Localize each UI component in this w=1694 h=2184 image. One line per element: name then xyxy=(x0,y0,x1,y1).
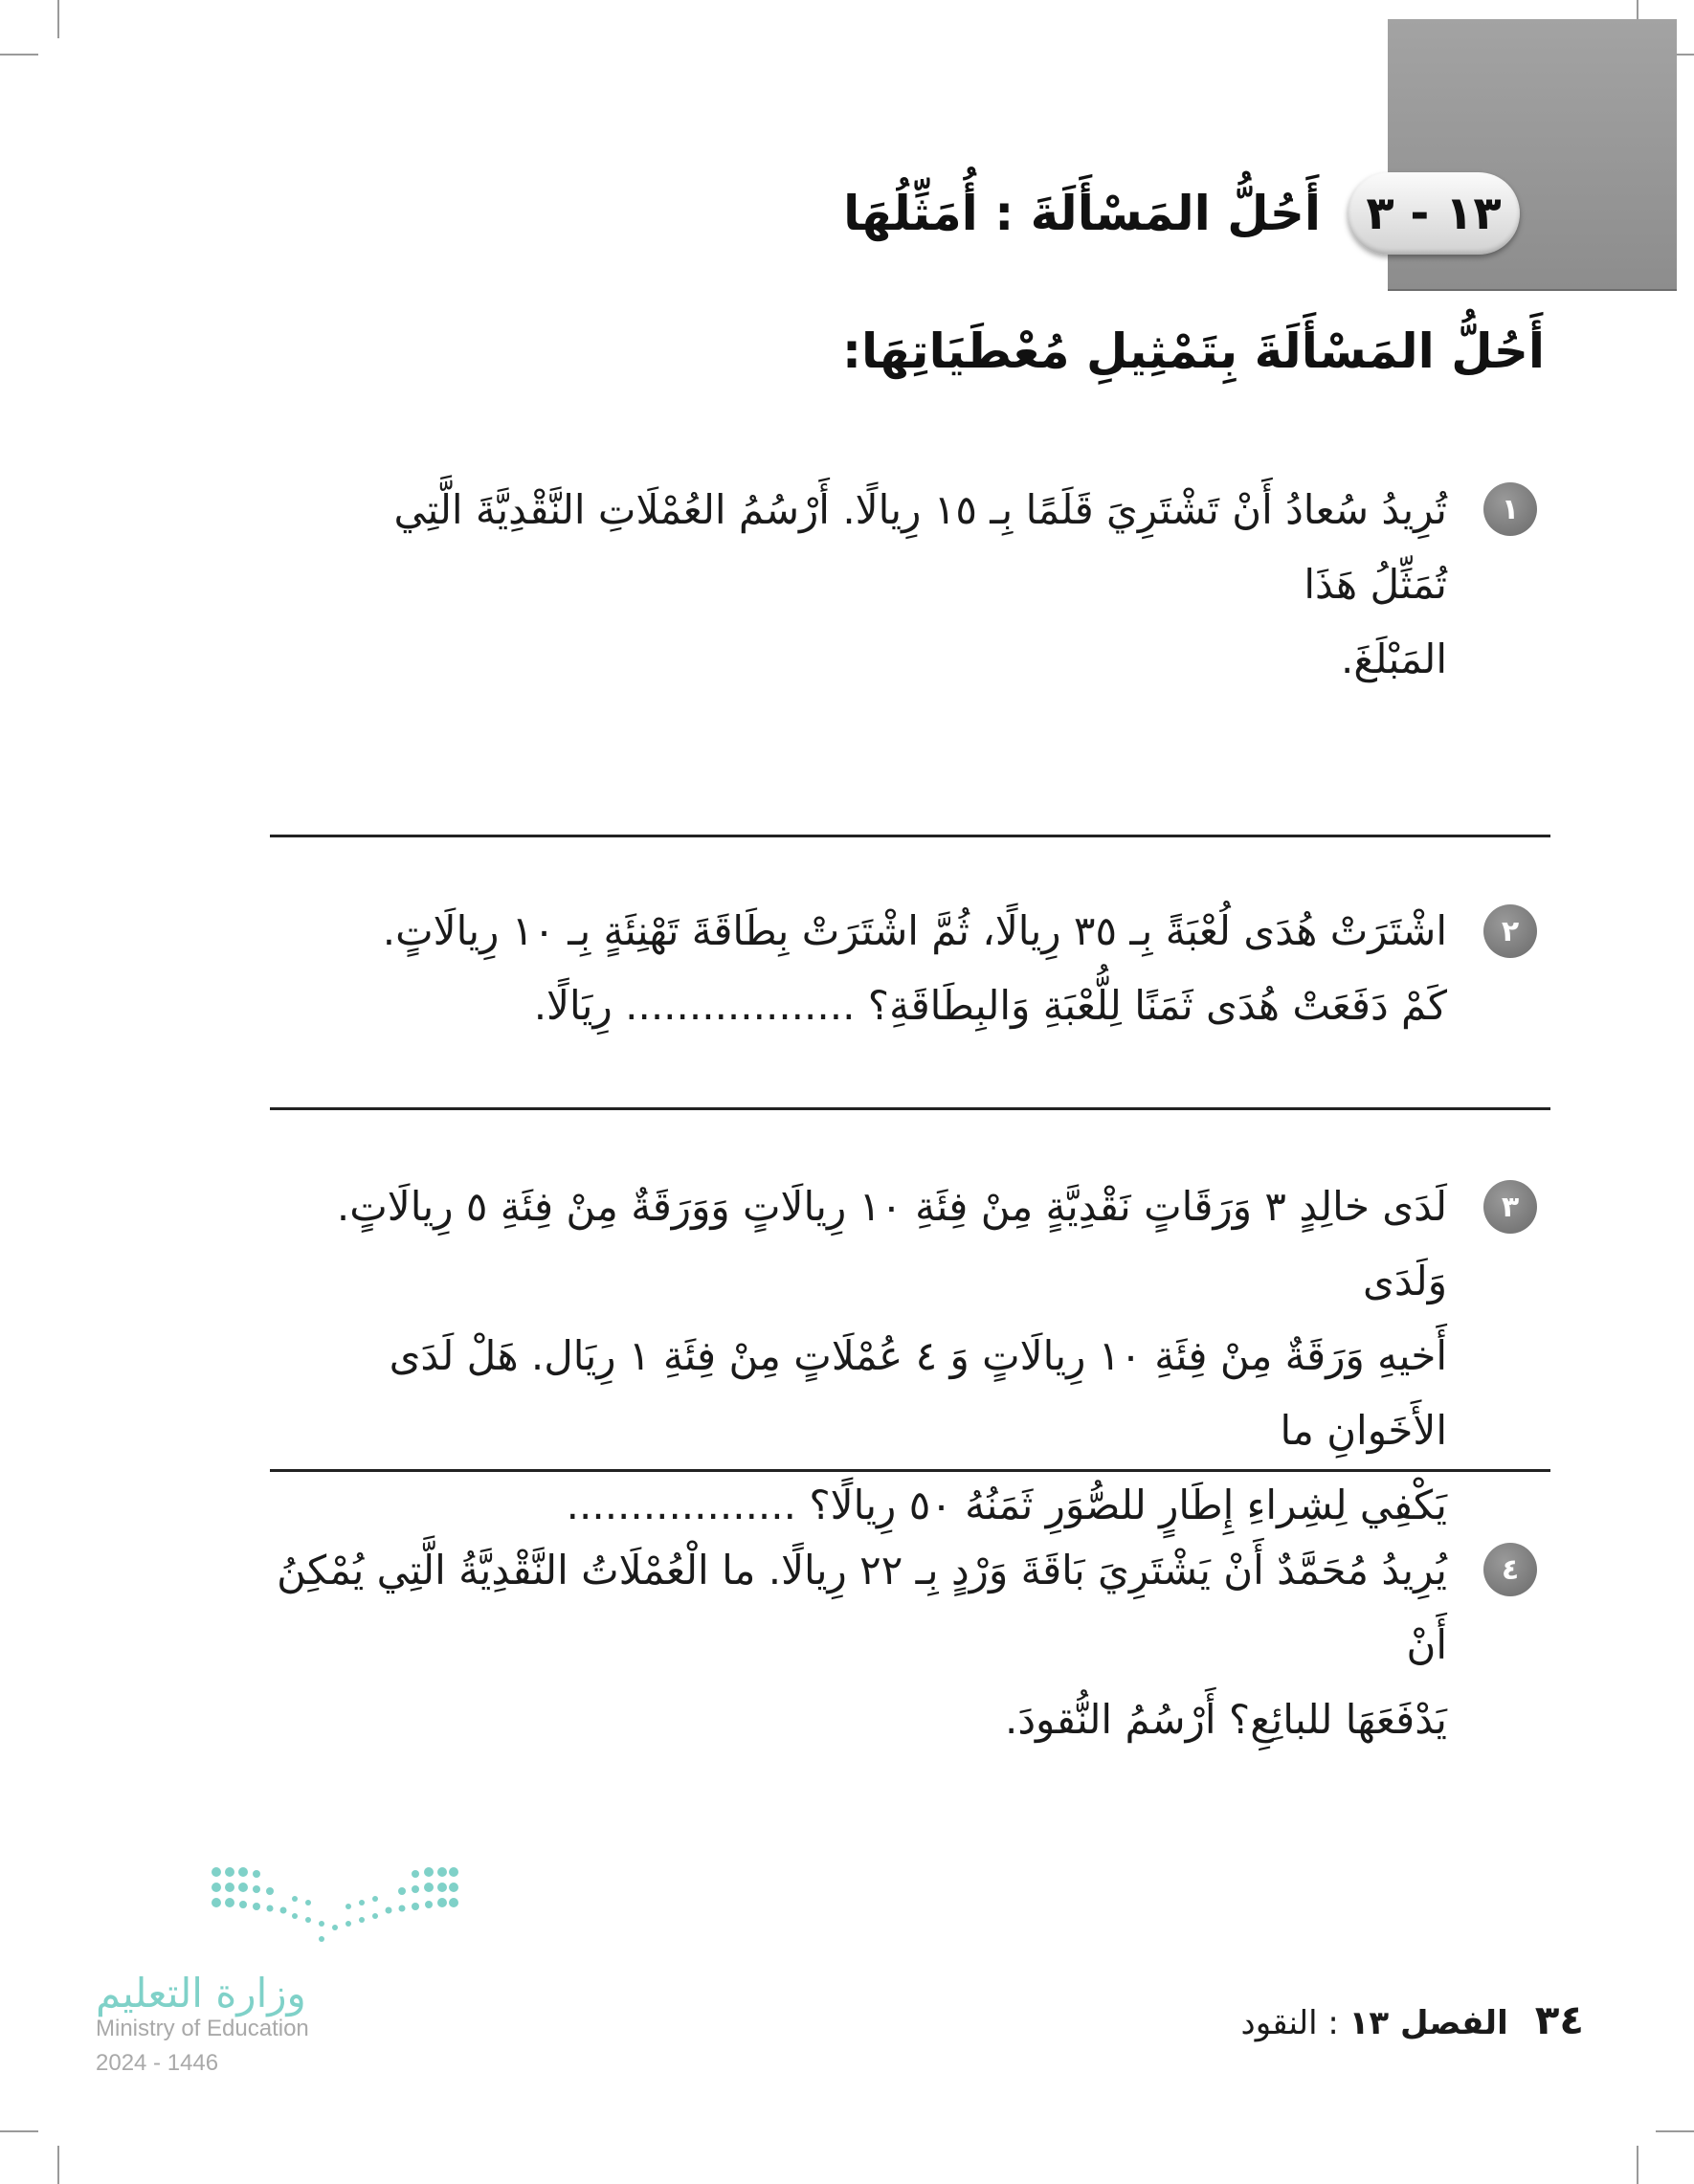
crop-mark xyxy=(57,2146,59,2184)
question-number-badge: ٤ xyxy=(1483,1543,1537,1596)
separator-line xyxy=(270,1107,1550,1110)
question-number-badge: ١ xyxy=(1483,482,1537,536)
question-line: لَدَى خالِدٍ ٣ وَرَقَاتٍ نَقْدِيَّةٍ مِنْ فِئَةِ ١٠ رِيالَاتٍ وَوَرَقَةٌ مِنْ فِئَةِ ٥ رِيالَاتٍ. وَلَدَى xyxy=(336,1183,1447,1304)
chapter-separator: : xyxy=(1327,2004,1339,2042)
chapter-number: الفصل ١٣ xyxy=(1349,2004,1508,2042)
ministry-logo-dots-icon xyxy=(209,1864,459,1945)
question-line: أَخيهِ وَرَقَةٌ مِنْ فِئَةِ ١٠ رِيالَاتٍ وَ ٤ عُمْلَاتٍ مِنْ فِئَةِ ١ رِيَال. هَلْ لَدَى الأَخَوانِ ما xyxy=(389,1332,1447,1454)
page-footer xyxy=(1241,1996,1584,2043)
question-line: يَدْفَعَهَا للبائِعِ؟ أَرْسُمُ النُّقودَ. xyxy=(1004,1696,1447,1743)
crop-mark xyxy=(1656,2130,1694,2132)
question-text xyxy=(260,1533,1447,1757)
section-heading: أَحُلُّ المَسْأَلَةَ بِتَمْثِيلِ مُعْطَيَاتِهَا: xyxy=(842,323,1545,379)
question-line: المَبْلَغَ. xyxy=(1340,635,1447,682)
crop-mark xyxy=(0,2130,38,2132)
question-line: كَمْ دَفَعَتْ هُدَى ثَمَنًا لِلُّعْبَةِ وَالبِطَاقَةِ؟ .................. رِيَالًا. xyxy=(533,982,1447,1029)
question-line: اشْتَرَتْ هُدَى لُعْبَةً بِـ ٣٥ رِيالًا، ثُمَّ اشْتَرَتْ بِطَاقَةَ تَهْنِئَةٍ بِـ ١٠ رِيالَاتٍ. xyxy=(382,907,1447,954)
lesson-number-badge: ١٣ - ٣ xyxy=(1348,172,1520,255)
ministry-name-english: Ministry of Education xyxy=(96,2016,309,2041)
chapter-name: النقود xyxy=(1240,2004,1318,2042)
question-line: يَكْفِي لِشِراءِ إِطَارٍ للصُّوَرِ ثَمَنُهُ ٥٠ رِيالًا؟ .................. xyxy=(566,1482,1447,1528)
ministry-year: 2024 - 1446 xyxy=(96,2050,219,2076)
lesson-title: أَحُلُّ المَسْأَلَةَ : أُمَثِّلُهَا xyxy=(843,186,1321,241)
crop-mark xyxy=(57,0,59,38)
question-line: تُرِيدُ سُعادُ أَنْ تَشْتَرِيَ قَلَمًا بِـ ١٥ رِيالًا. أَرْسُمُ العُمْلَاتِ النَّقْدِيَّةَ الَّتِي تُمَثِّلُ هَذَا xyxy=(393,486,1447,608)
question-line: يُرِيدُ مُحَمَّدٌ أَنْ يَشْتَرِيَ بَاقَةَ وَرْدٍ بِـ ٢٢ رِيالًا. ما الْعُمْلَاتُ النَّقْدِيَّةُ الَّتِي يُمْكِنُ أَنْ xyxy=(277,1547,1447,1668)
question-text xyxy=(318,894,1447,1043)
question-number-badge: ٣ xyxy=(1483,1180,1537,1234)
question-text xyxy=(318,473,1447,697)
separator-line xyxy=(270,1469,1550,1472)
crop-mark xyxy=(0,54,38,56)
question-number-badge: ٢ xyxy=(1483,904,1537,958)
ministry-name-arabic: وزارة التعليم xyxy=(96,1970,306,2017)
page-number: ٣٤ xyxy=(1534,1996,1584,2043)
crop-mark xyxy=(1637,2146,1638,2184)
chapter-label xyxy=(1241,2004,1508,2042)
separator-line xyxy=(270,835,1550,837)
question-text xyxy=(260,1170,1447,1543)
